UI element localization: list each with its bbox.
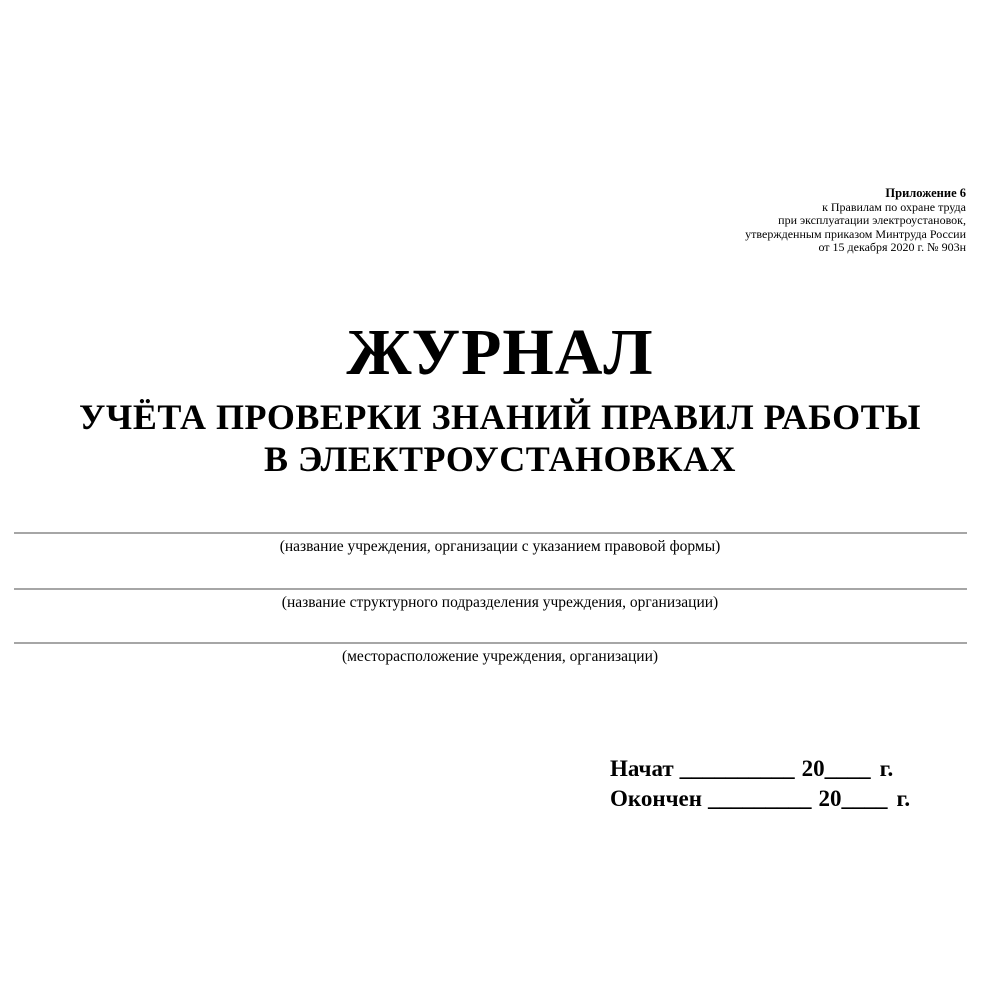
organization-name-caption: (название учреждения, организации с указанием правовой формы)	[279, 538, 721, 555]
finished-year-suffix: г.	[896, 785, 911, 811]
journal-subtitle-line-2: В ЭЛЕКТРОУСТАНОВКАХ	[263, 439, 737, 479]
started-label: Начат	[610, 756, 674, 781]
journal-subtitle-line-1: УЧЁТА ПРОВЕРКИ ЗНАНИЙ ПРАВИЛ РАБОТЫ	[78, 397, 921, 437]
location-caption: (месторасположение учреждения, организации)	[341, 648, 659, 665]
journal-finished-row	[610, 784, 910, 814]
journal-started-row	[610, 754, 910, 784]
finished-date-blank-line: _________	[708, 785, 812, 811]
finished-year-prefix: 20	[818, 785, 842, 811]
started-year-suffix: г.	[879, 756, 894, 781]
finished-year-blank-line: ____	[841, 785, 888, 811]
journal-title: ЖУРНАЛ	[346, 316, 654, 389]
appendix-ref-line-3: утвержденным приказом Минтруда России	[745, 226, 966, 241]
appendix-ref-line-2: при эксплуатации электроустановок,	[778, 213, 966, 228]
appendix-ref-line-1: к Правилам по охране труда	[822, 199, 966, 214]
location-blank-line	[14, 642, 967, 644]
appendix-number: Приложение 6	[885, 186, 966, 200]
appendix-reference-block	[745, 187, 966, 255]
department-name-blank-line	[14, 588, 967, 590]
started-year-blank-line: ____	[824, 756, 871, 781]
appendix-ref-line-4: от 15 декабря 2020 г. № 903н	[818, 240, 966, 255]
started-year-prefix: 20	[801, 756, 825, 781]
finished-label: Окончен	[610, 785, 703, 811]
organization-name-blank-line	[14, 532, 967, 534]
dates-block	[610, 754, 910, 813]
started-date-blank-line: __________	[679, 756, 795, 781]
department-name-caption: (название структурного подразделения учреждения, организации)	[281, 594, 719, 611]
